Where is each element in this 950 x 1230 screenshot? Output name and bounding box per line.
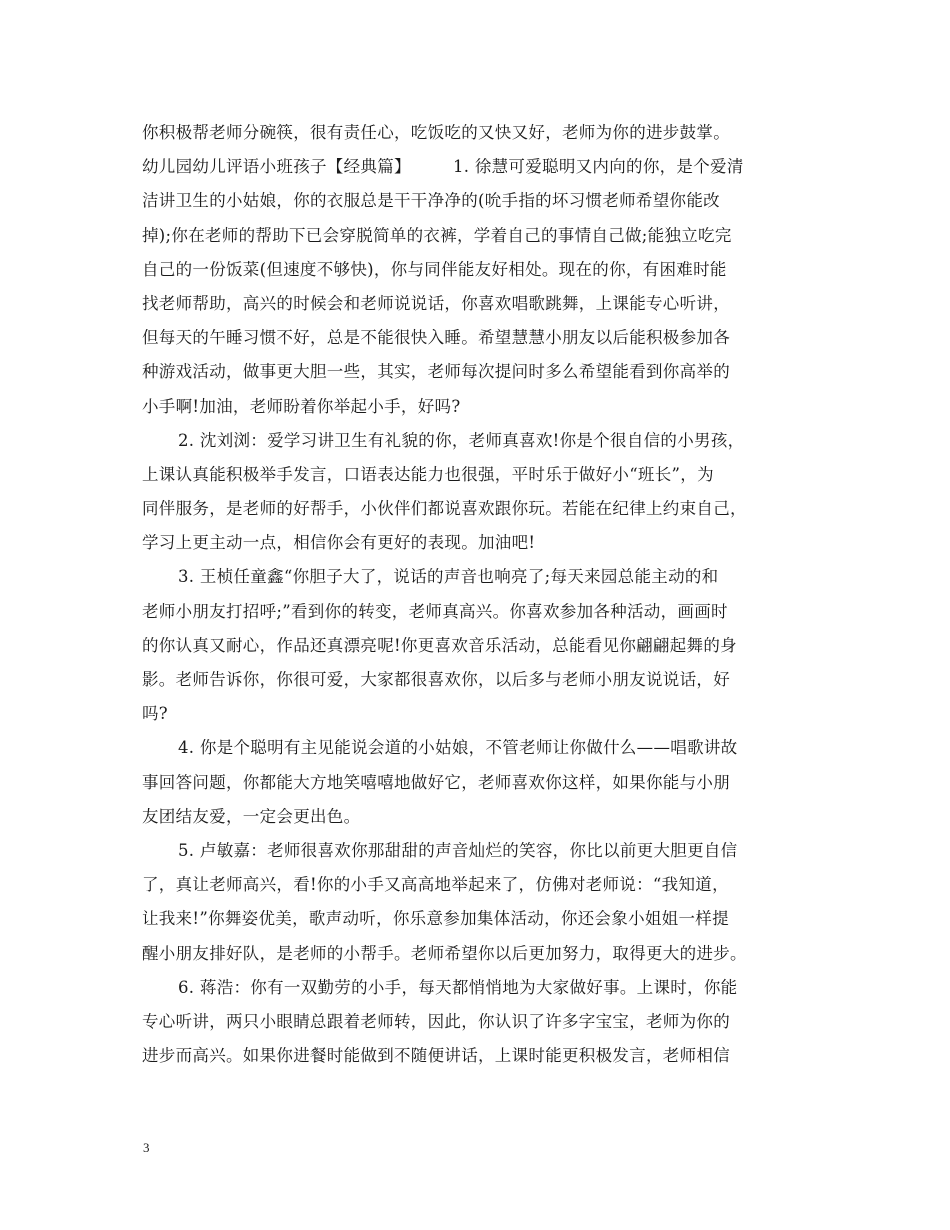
text-line: 影。老师告诉你，你很可爱，大家都很喜欢你，以后多与老师小朋友说说话，好 bbox=[142, 670, 730, 689]
text-line: 同伴服务，是老师的好帮手，小伙伴们都说喜欢跟你玩。若能在纪律上约束自己， bbox=[142, 499, 747, 519]
text-line: 醒小朋友排好队，是老师的小帮手。老师希望你以后更加努力，取得更大的进步。 bbox=[142, 943, 747, 963]
text-line: 你积极帮老师分碗筷，很有责任心，吃饭吃的又快又好，老师为你的进步鼓掌。 bbox=[142, 123, 730, 142]
paragraph-start-line: 6. 蒋浩：你有一双勤劳的小手，每天都悄悄地为大家做好事。上课时，你能 bbox=[178, 977, 738, 997]
text-line: 专心听讲，两只小眼睛总跟着老师转，因此，你认识了许多字宝宝，老师为你的 bbox=[142, 1011, 730, 1031]
text-line: 洁讲卫生的小姑娘，你的衣服总是干干净净的(吮手指的坏习惯老师希望你能改 bbox=[142, 191, 720, 211]
text-line: 友团结友爱，一定会更出色。 bbox=[142, 806, 361, 826]
text-line: 了，真让老师高兴，看!你的小手又高高地举起来了，仿佛对老师说：“我知道， bbox=[142, 875, 729, 895]
text-line: 自己的一份饭菜(但速度不够快)，你与同伴能友好相处。现在的你，有困难时能 bbox=[142, 259, 727, 279]
text-line: 进步而高兴。如果你进餐时能做到不随便讲话，上课时能更积极发言，老师相信 bbox=[142, 1046, 730, 1066]
page-number: 3 bbox=[143, 1140, 150, 1155]
text-line: 掉);你在老师的帮助下已会穿脱简单的衣裤，学着自己的事情自己做;能独立吃完 bbox=[142, 225, 732, 245]
text-line: 事回答问题，你都能大方地笑嘻嘻地做好它，老师喜欢你这样，如果你能与小朋 bbox=[142, 772, 730, 792]
text-line: 但每天的午睡习惯不好，总是不能很快入睡。希望慧慧小朋友以后能积极参加各 bbox=[142, 328, 730, 348]
text-line: 找老师帮助，高兴的时候会和老师说说话，你喜欢唱歌跳舞，上课能专心听讲， bbox=[142, 293, 730, 313]
text-line: 的你认真又耐心，作品还真漂亮呢!你更喜欢音乐活动，总能看见你翩翩起舞的身 bbox=[142, 635, 737, 655]
text-line: 吗? bbox=[142, 704, 168, 724]
text-line: 种游戏活动，做事更大胆一些，其实，老师每次提问时多么希望能看到你高举的 bbox=[142, 362, 730, 382]
paragraph-start-line: 5. 卢敏嘉：老师很喜欢你那甜甜的声音灿烂的笑容，你比以前更大胆更自信 bbox=[178, 840, 738, 860]
text-line: 让我来!”你舞姿优美，歌声动听，你乐意参加集体活动，你还会象小姐姐一样提 bbox=[142, 909, 729, 929]
paragraph-start-line: 4. 你是个聪明有主见能说会道的小姑娘，不管老师让你做什么——唱歌讲故 bbox=[178, 738, 738, 758]
paragraph-start-line: 3. 王桢任童鑫“你胆子大了，说话的声音也响亮了;每天来园总能主动的和 bbox=[178, 567, 719, 587]
text-line: 上课认真能积极举手发言，口语表达能力也很强，平时乐于做好小“班长”，为 bbox=[142, 464, 714, 484]
document-body bbox=[142, 116, 828, 1073]
text-line: 小手啊!加油，老师盼着你举起小手，好吗? bbox=[142, 396, 461, 416]
section-heading-line: 幼儿园幼儿评语小班孩子【经典篇】 1. 徐慧可爱聪明又内向的你，是个爱清 bbox=[142, 157, 744, 177]
text-line: 老师小朋友打招呼;”看到你的转变，老师真高兴。你喜欢参加各种活动，画画时 bbox=[142, 601, 728, 621]
text-line: 学习上更主动一点，相信你会有更好的表现。加油吧! bbox=[142, 533, 536, 553]
paragraph-start-line: 2. 沈刘浏：爱学习讲卫生有礼貌的你，老师真喜欢!你是个很自信的小男孩， bbox=[178, 430, 745, 450]
